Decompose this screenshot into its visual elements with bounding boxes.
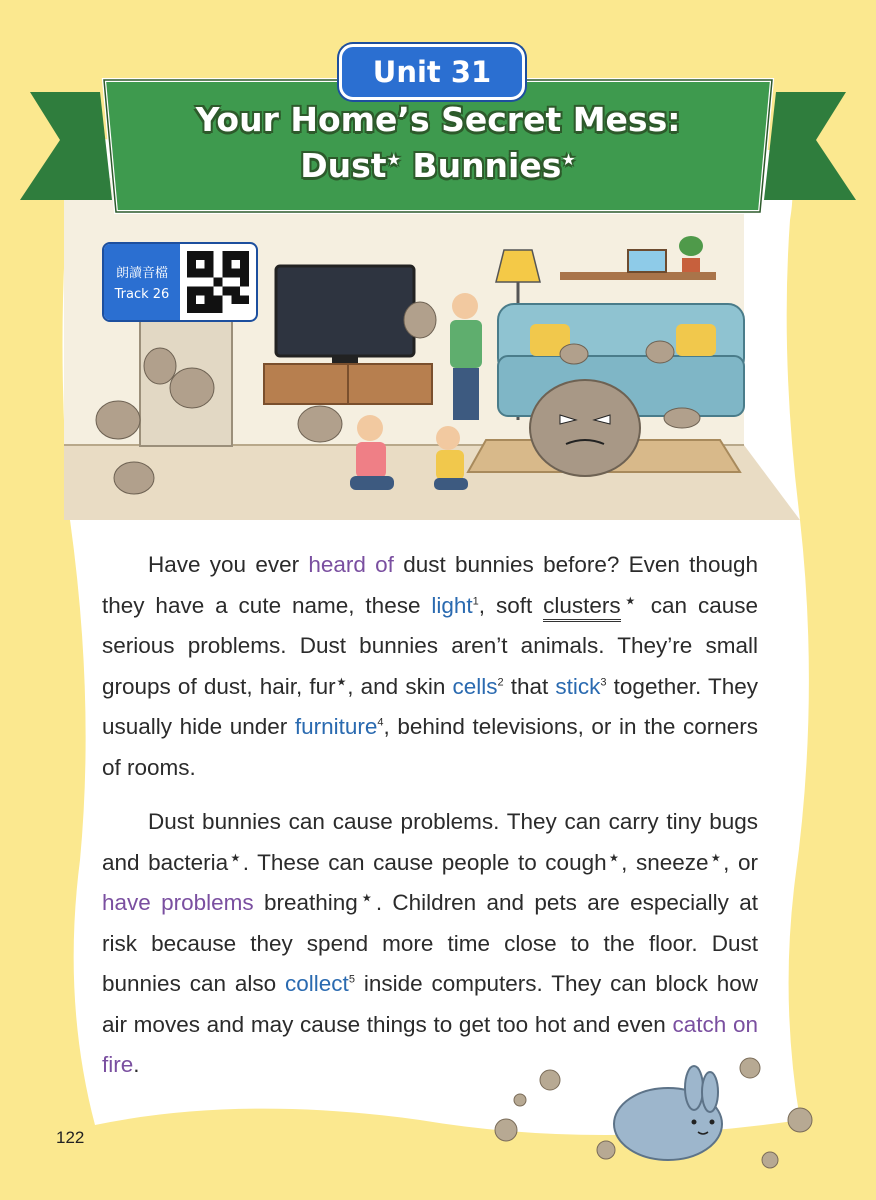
- footnote-4: 4: [377, 716, 384, 729]
- text-run: together. They usually hide under: [102, 673, 758, 739]
- text-run: , behind televisions, or in the corners of rooms.: [102, 714, 758, 780]
- text-run: , and skin: [347, 673, 453, 699]
- dust-bunny-icon: [144, 348, 176, 384]
- picture-frame-icon: [628, 250, 666, 272]
- paragraph-2: [102, 802, 758, 1086]
- star-icon: ★: [620, 595, 640, 607]
- text-run: Have you ever: [148, 552, 309, 577]
- room-illustration: [64, 178, 800, 520]
- text-run: dust bunnies before? Even though they have a cute name, these: [102, 552, 759, 618]
- star-icon: ★: [606, 852, 622, 864]
- dust-bunny-big-icon: [530, 380, 640, 476]
- text-run: . Children and pets are especially at risk because they spend more time close to the floor. Dust bunnies can also: [102, 890, 758, 996]
- text-run: can cause serious problems. Dust bunnies aren’t animals. They’re small groups of dust, hair, fur: [102, 592, 758, 699]
- text-run: , sneeze: [621, 849, 709, 875]
- title-word-bunnies: Bunnies: [412, 146, 562, 185]
- vocab-furniture: furniture: [294, 714, 378, 739]
- text-run: inside computers. They can block how air moves and may cause things to get too hot and even: [102, 971, 759, 1037]
- track-number: Track 26: [114, 287, 170, 302]
- phrase-catch-on-fire: catch on fire: [102, 1011, 758, 1077]
- word-clusters: clusters: [543, 593, 621, 622]
- paragraph-1: [102, 545, 758, 788]
- text-run: , soft: [478, 592, 544, 618]
- vocab-cells: cells: [452, 673, 498, 699]
- vocab-light: light: [431, 592, 473, 618]
- text-run: , or: [723, 849, 758, 875]
- dust-bunny-icon: [114, 462, 154, 494]
- article-body: [102, 545, 758, 1100]
- dust-bunny-icon: [404, 302, 436, 338]
- phrase-heard-of: heard of: [308, 552, 394, 577]
- unit-badge: Unit 31: [339, 44, 525, 100]
- audio-track-label: [104, 244, 180, 320]
- title-word-dust: Dust: [300, 146, 387, 185]
- footnote-3: 3: [600, 676, 607, 688]
- vocab-collect: collect: [285, 971, 349, 996]
- audio-label: 朗讀音檔: [115, 266, 168, 281]
- dust-bunny-icon: [298, 406, 342, 442]
- dust-bunny-icon: [646, 341, 674, 363]
- star-icon: ★: [708, 852, 724, 864]
- star-icon: ★: [357, 892, 376, 905]
- footnote-1: 1: [472, 595, 479, 607]
- text-run: . These can cause people to cough: [242, 849, 607, 875]
- audio-track-box[interactable]: [102, 242, 258, 322]
- title-line-2: [150, 140, 726, 186]
- dust-bunny-icon: [170, 368, 214, 408]
- qr-code-icon[interactable]: [180, 244, 256, 320]
- dust-bunny-icon: [560, 344, 588, 364]
- vocab-stick: stick: [555, 673, 601, 699]
- title-line-1: Your Home’s Secret Mess:: [195, 100, 681, 139]
- star-icon: ★: [228, 852, 243, 864]
- dust-bunny-icon: [664, 408, 700, 428]
- television-icon: [264, 266, 432, 404]
- footnote-2: 2: [497, 676, 504, 688]
- phrase-have-problems: have problems: [102, 890, 254, 915]
- text-run: .: [133, 1052, 140, 1077]
- page-title: [150, 100, 726, 186]
- text-run: Dust bunnies can cause problems. They can carry tiny bugs and bacteria: [102, 809, 758, 875]
- title-star-icon: ★: [561, 150, 576, 169]
- star-icon: ★: [335, 676, 348, 688]
- page-number: 122: [56, 1128, 85, 1147]
- text-run: that: [503, 673, 556, 699]
- title-star-icon: ★: [386, 150, 401, 169]
- text-run: breathing: [253, 890, 358, 915]
- footnote-5: 5: [348, 973, 355, 986]
- dust-bunny-icon: [96, 401, 140, 439]
